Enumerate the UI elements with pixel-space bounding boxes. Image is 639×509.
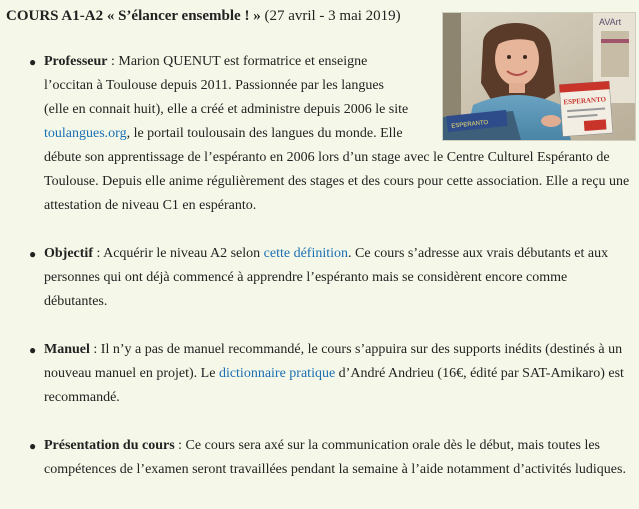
bullet-icon: ● [29,55,37,69]
svg-text:ESPERANTO: ESPERANTO [451,119,489,130]
definition-link[interactable]: cette définition [263,246,349,261]
section-manuel [29,338,634,410]
bullet-icon: ● [29,247,37,261]
professeur-text-1: : Marion QUENUT est formatrice et enseigne l’occitan à Toulouse depuis 2011. Passionnée par les langues (elle en connait huit), elle a créé et administre depuis 2006 le site [44,54,409,117]
dictionnaire-link[interactable]: dictionnaire pratique [218,366,336,381]
toulangues-link[interactable]: toulangues.org [44,126,127,141]
professeur-text-2: , le portail toulousain des langues du monde. Elle débute son apprentissage de l’espéranto en 2006 lors d’un stage avec le Centre Culturel Espéranto de Toulouse. Depuis elle anime régulièrement des stages et des cours pour cette association. Elle a reçu une attestation de niveau C1 en espéranto. [44,126,630,213]
section-professeur [29,50,634,218]
section-presentation [29,434,634,482]
manuel-text-1: : Il n’y a pas de manuel recommandé, le cours s’appuira sur des supports inédits (destinés à un nouveau manuel en projet). Le [44,342,623,381]
professeur-label: Professeur [44,54,108,69]
course-details [29,50,634,482]
manuel-text-2: d’André Andrieu (16€, édité par SAT-Amikaro) est recommandé. [44,366,624,405]
presentation-label: Présentation du cours [44,438,175,453]
objectif-text-2: . Ce cours s’adresse aux vrais débutants et aux personnes qui ont déjà commencé à apprendre l’espéranto mais se considèrent encore comme débutantes. [44,246,609,309]
photo-corner-text: AVArt [599,17,622,27]
manuel-label: Manuel [44,342,90,357]
objectif-label: Objectif [44,246,93,261]
course-title [6,4,401,28]
course-name: COURS A1-A2 « S’élancer ensemble ! » [6,8,261,24]
book-title-text: ESPERANTO [563,95,607,107]
section-objectif [29,242,634,314]
bullet-icon: ● [29,343,37,357]
presentation-text-1: : Ce cours sera axé sur la communication orale dès le début, mais toutes les compétences de l’examen seront travaillées pendant la semaine à l’aide notamment d’activités ludiques. [44,438,626,477]
course-dates: (27 avril - 3 mai 2019) [260,8,401,24]
objectif-text-1: : Acquérir le niveau A2 selon [92,246,264,261]
bullet-icon: ● [29,439,37,453]
